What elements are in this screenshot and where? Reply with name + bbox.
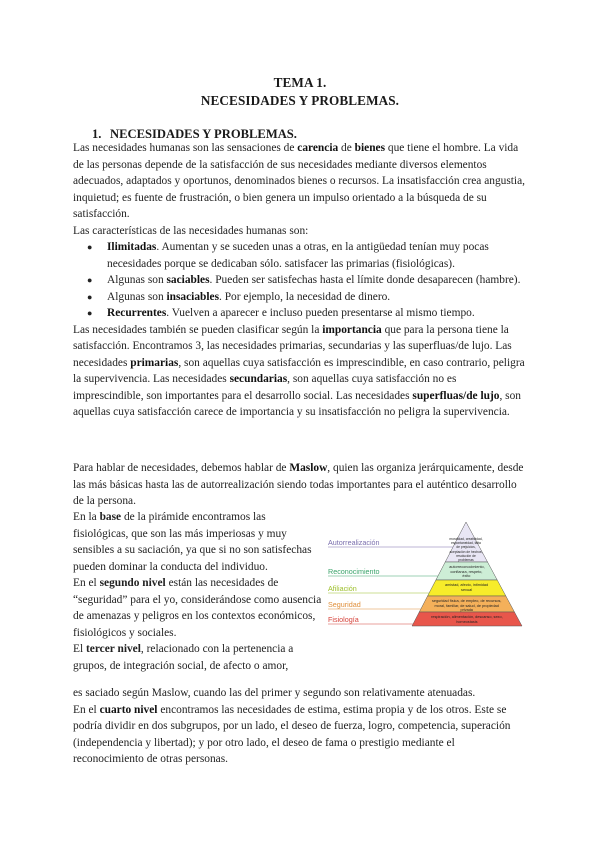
item-text: . Pueden ser satisfechas hasta el límite donde desaparecen (hambre). xyxy=(209,274,521,286)
pyramid-label: Reconocimiento xyxy=(328,567,380,576)
class-bold-superfluas: superfluas/de lujo xyxy=(412,389,500,402)
pyramid-label: Seguridad xyxy=(328,600,361,609)
level3-text-c: , relacionado con la pertenencia a grupos, de integración social, de afecto o amor, xyxy=(73,643,294,672)
document-title-line2: NECESIDADES Y PROBLEMAS. xyxy=(200,93,400,108)
pyramid-label: Afiliación xyxy=(328,584,357,593)
level1-bold: base xyxy=(99,511,122,523)
intro-bold-bienes: bienes xyxy=(354,142,386,154)
item-text: . Vuelven a aparecer e incluso pueden presentarse al mismo tiempo. xyxy=(166,307,475,319)
list-item xyxy=(73,289,525,306)
level2-text-c: están las necesidades de “seguridad” para el yo, considerándose como ausencia de amenazas y peligros en los contextos económicos, fisiológicos y sociales. xyxy=(73,577,322,639)
characteristics-lead: Las características de las necesidades humanas son: xyxy=(73,224,309,237)
class-bold-primarias: primarias xyxy=(130,356,179,369)
item-bold: insaciables xyxy=(166,290,220,303)
levels-left-column xyxy=(73,509,323,674)
list-item xyxy=(73,272,525,289)
item-text: . Aumentan y se suceden unas a otras, en la antigüedad tenían muy pocas necesidades porque se dedicaban sólo. satisfacer las primarias (fisiológicas). xyxy=(107,241,489,270)
section-number: 1. xyxy=(92,127,102,141)
maslow-pyramid-figure xyxy=(328,520,524,630)
intro-paragraph xyxy=(73,140,525,421)
class-text-2: que para la persona tiene la satisfacción. Encontramos 3, las necesidades primarias, secundarias y las superfluas/de lujo. Las necesidades xyxy=(73,323,512,369)
maslow-text-1: Para hablar de necesidades, debemos hablar de xyxy=(73,462,290,474)
level3-bold: tercer nivel xyxy=(85,643,141,655)
level1-text-c: de la pirámide encontramos las fisiológicas, que son las más imperiosas y muy sensibles a su saciación, ya que si no son satisfechas pueden dominar la conducta del individuo. xyxy=(73,511,312,573)
intro-text-1: Las necesidades humanas son las sensaciones de xyxy=(73,142,298,154)
levels-full-width xyxy=(73,685,525,768)
item-bold: Ilimitadas xyxy=(107,241,157,253)
class-text-3: , son aquellas cuya satisfacción es imprescindible, en caso contrario, peligra la supervivencia. Las necesidades xyxy=(73,356,525,385)
intro-bold-carencia: carencia xyxy=(297,142,339,154)
pyramid-label: Fisiología xyxy=(328,615,359,624)
item-bold: Recurrentes xyxy=(107,307,167,319)
pyramid-tier-text: amistad, afecto, intimidad sexual xyxy=(445,583,489,592)
classification-paragraph xyxy=(73,322,525,421)
item-prefix: Algunas son xyxy=(107,290,167,303)
intro-text-2: de xyxy=(338,142,355,154)
level4-bold: cuarto nivel xyxy=(99,703,158,716)
maslow-paragraph xyxy=(73,460,525,510)
item-text: . Por ejemplo, la necesidad de dinero. xyxy=(219,290,391,303)
class-text-5: , son aquellas cuya satisfacción carece de importancia y su insatisfacción no peligra la supervivencia. xyxy=(73,389,521,418)
level4-text-a: En el xyxy=(73,703,100,716)
section-heading-text: NECESIDADES Y PROBLEMAS. xyxy=(110,127,297,141)
level3-text-a: El xyxy=(73,643,86,655)
level4-text-c: encontramos las necesidades de estima, estima propia y de los otros. Este se podría dividir en dos subgrupos, por un lado, el deseo de fuerza, logro, competencia, superación (independencia y libertad); y por otro lado, el deseo de fama o prestigio mediante el reconocimiento de otras personas. xyxy=(73,703,511,765)
class-bold-secundarias: secundarias xyxy=(229,373,288,385)
pyramid-tier-text: autorreconocimiento, confianza, respeto, éxito xyxy=(449,565,485,579)
item-prefix: Algunas son xyxy=(107,274,167,286)
class-bold-importancia: importancia xyxy=(322,323,382,336)
list-item xyxy=(73,239,525,272)
level1-text-a: En la xyxy=(73,511,100,523)
pyramid-tier-text: moralidad, creatividad, espontaneidad, falta de prejuicios, aceptación de hechos, resolución de problemas xyxy=(449,537,483,563)
item-bold: saciables xyxy=(166,274,210,286)
class-text-4: , son aquellas cuya satisfacción no es imprescindible, son importantes para el desarrollo social. Las necesidades xyxy=(73,373,457,402)
maslow-bold-name: Maslow xyxy=(289,462,328,474)
class-text-1: Las necesidades también se pueden clasificar según la xyxy=(73,323,323,336)
document-title-line1: TEMA 1. xyxy=(273,75,327,90)
characteristics-list xyxy=(73,239,525,322)
pyramid-label: Autorrealización xyxy=(328,538,380,547)
list-item xyxy=(73,305,525,322)
pyramid-tier-text: respiración, alimentación, descanso, sexo, homeostasis xyxy=(431,615,503,624)
level2-text-a: En el xyxy=(73,577,100,589)
level2-bold: segundo nivel xyxy=(99,577,166,589)
maslow-text-2: , quien las organiza jerárquicamente, desde las más básicas hasta las de autorrealización siendo todas importantes para el auténtico desarrollo de la persona. xyxy=(73,462,524,507)
pyramid-tier-text: seguridad física, de empleo, de recursos, moral, familiar, de salud, de propiedad privada xyxy=(431,599,502,613)
intro-text-3: que tiene el hombre. La vida de las personas depende de la satisfacción de sus necesidades mediante diversos elementos adecuados, adaptados y oportunos, denominados bienes o recursos. La insatisfacción crea angustia, inquietud; es fuente de frustración, o bien genera un impulso orientado a la búsqueda de su satisfacción. xyxy=(73,142,526,220)
level3-text-d: es saciado según Maslow, cuando las del primer y segundo son relativamente atenuadas. xyxy=(73,687,476,699)
